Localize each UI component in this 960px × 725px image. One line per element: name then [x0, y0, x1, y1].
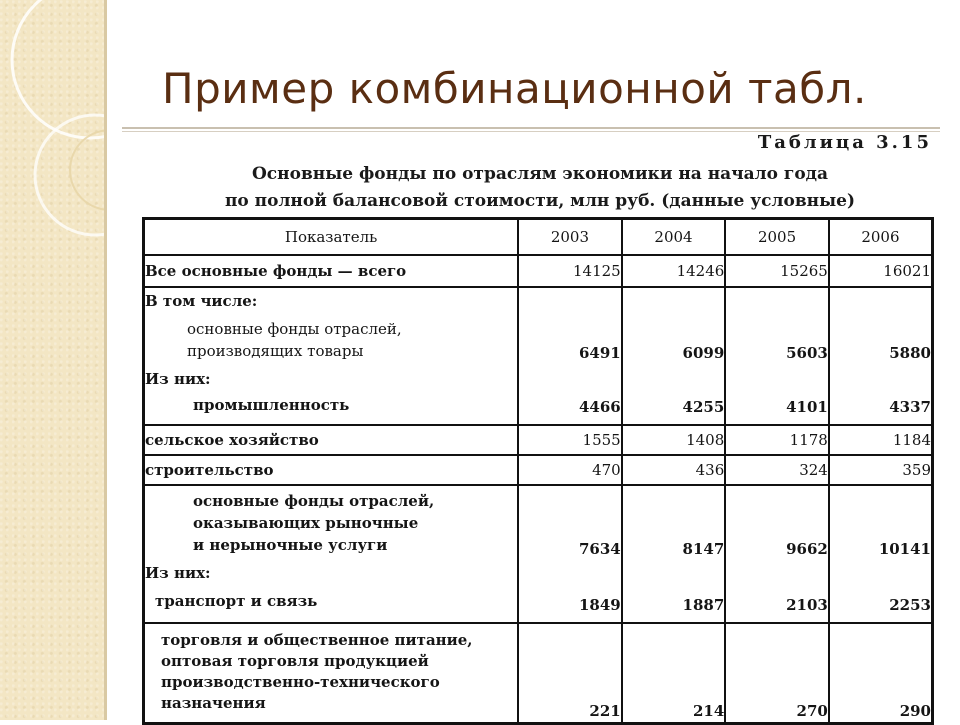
cell-group	[518, 287, 622, 425]
table-number: Таблица 3.15	[757, 132, 932, 153]
header-indicator: Показатель	[144, 219, 519, 256]
row-label: и нерыночные услуги	[193, 536, 388, 554]
row-label: назначения	[161, 694, 266, 712]
cell-value: 221	[518, 623, 622, 724]
cell-value: 16021	[829, 255, 933, 287]
row-label: оказывающих рыночные	[193, 514, 419, 532]
slide-title: Пример комбинационной табл.	[162, 64, 867, 113]
cell-value: 14125	[518, 255, 622, 287]
header-year: 2006	[829, 219, 933, 256]
row-label: основные фонды отраслей,	[187, 320, 402, 338]
cell-value: 4255	[682, 398, 725, 416]
cell-value: 1555	[518, 425, 622, 455]
row-label: основные фонды отраслей,	[193, 492, 435, 510]
row-label: строительство	[144, 455, 519, 485]
cell-value: 4101	[786, 398, 828, 416]
table-header-row	[144, 219, 933, 256]
table-caption-line1: Основные фонды по отраслям экономики на начало года	[252, 164, 828, 184]
cell-value: 1408	[622, 425, 726, 455]
cell-value: 1178	[725, 425, 829, 455]
table-row-agriculture	[144, 425, 933, 455]
cell-value: 214	[622, 623, 726, 724]
table-caption-line2: по полной балансовой стоимости, млн руб. (данные условные)	[224, 191, 856, 211]
decorative-circles-icon	[0, 0, 106, 720]
cell-value: 1887	[682, 596, 725, 614]
table-row-services-block	[144, 485, 933, 623]
cell-value: 7634	[578, 540, 621, 558]
cell-value: 4337	[889, 398, 931, 416]
cell-value: 15265	[725, 255, 829, 287]
cell-value: 470	[518, 455, 622, 485]
row-label: производственно-технического	[161, 673, 440, 691]
row-label: В том числе:	[145, 292, 258, 310]
row-label: сельское хозяйство	[144, 425, 519, 455]
row-label-group	[144, 485, 519, 623]
cell-value: 359	[829, 455, 933, 485]
row-label-group	[144, 623, 519, 724]
table-row-construction	[144, 455, 933, 485]
cell-group	[829, 287, 933, 425]
row-label-group	[144, 287, 519, 425]
cell-value: 9662	[786, 540, 828, 558]
cell-value: 1184	[829, 425, 933, 455]
cell-value: 436	[622, 455, 726, 485]
row-label: промышленность	[193, 396, 350, 414]
cell-value: 8147	[682, 540, 725, 558]
cell-value: 2103	[786, 596, 828, 614]
cell-group	[622, 485, 726, 623]
cell-value: 2253	[889, 596, 931, 614]
cell-value: 10141	[878, 540, 931, 558]
table-row-total	[144, 255, 933, 287]
row-label: торговля и общественное питание,	[161, 631, 473, 649]
cell-value: 6099	[682, 344, 725, 362]
row-label: транспорт и связь	[155, 592, 318, 610]
header-year: 2003	[518, 219, 622, 256]
row-label: Все основные фонды — всего	[144, 255, 519, 287]
fixed-assets-table	[142, 217, 934, 725]
cell-value: 1849	[578, 596, 621, 614]
row-label: производящих товары	[187, 342, 364, 360]
decorative-side-panel	[0, 0, 106, 720]
row-label: оптовая торговля продукцией	[161, 652, 429, 670]
decorative-side-edge	[104, 0, 107, 720]
cell-value: 270	[725, 623, 829, 724]
cell-value: 14246	[622, 255, 726, 287]
title-divider	[122, 127, 940, 129]
cell-group	[622, 287, 726, 425]
row-label: Из них:	[145, 564, 211, 582]
cell-group	[725, 485, 829, 623]
table-row-goods-block	[144, 287, 933, 425]
cell-group	[725, 287, 829, 425]
cell-value: 290	[829, 623, 933, 724]
header-year: 2005	[725, 219, 829, 256]
cell-value: 6491	[578, 344, 621, 362]
row-label: Из них:	[145, 370, 211, 388]
cell-value: 324	[725, 455, 829, 485]
cell-value: 4466	[578, 398, 621, 416]
cell-group	[518, 485, 622, 623]
cell-value: 5603	[786, 344, 828, 362]
table-row-trade	[144, 623, 933, 724]
cell-group	[829, 485, 933, 623]
cell-value: 5880	[889, 344, 931, 362]
header-year: 2004	[622, 219, 726, 256]
